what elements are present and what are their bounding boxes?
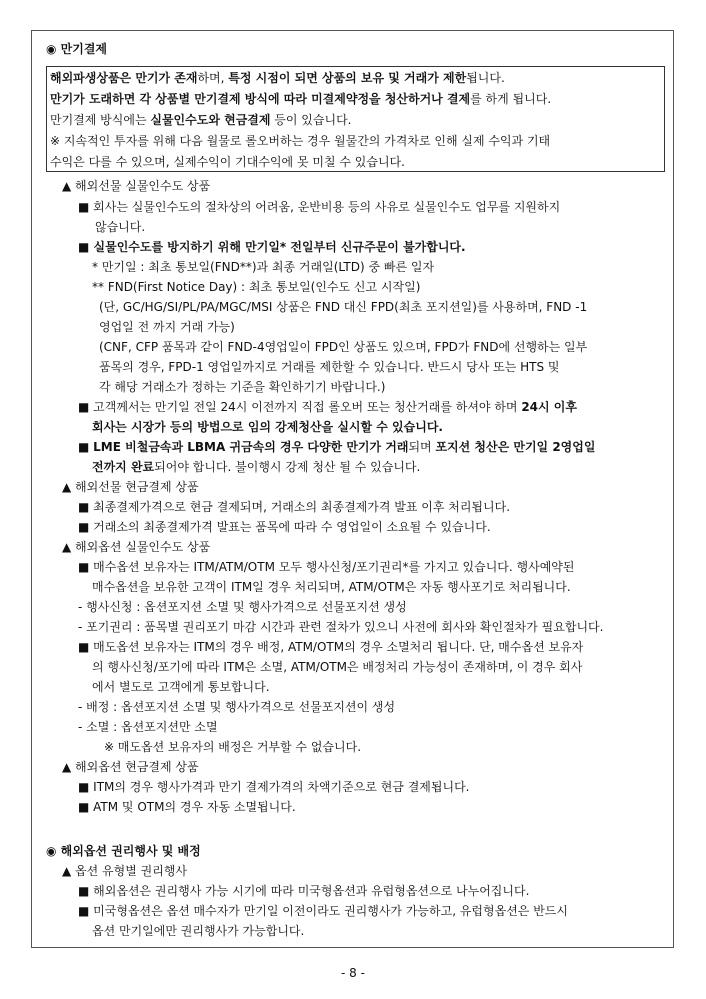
- body-line: [78, 238, 466, 256]
- body-line: [78, 598, 407, 616]
- body-line: [92, 418, 443, 436]
- text-run: ■: [78, 440, 94, 454]
- body-line: [99, 358, 559, 376]
- body-line: [62, 862, 187, 880]
- body-line: [78, 198, 560, 216]
- text-run: ▲ 해외옵션 실물인수도 상품: [62, 540, 211, 554]
- text-run: - 포기권리 : 품목별 권리포기 마감 시간과 관련 절차가 있으니 사전에 회사와 확인절차가 필요합니다.: [78, 620, 604, 634]
- text-run: 않습니다.: [95, 220, 146, 234]
- body-line: [78, 902, 568, 920]
- text-run: 품목의 경우, FPD-1 영업일까지로 거래를 제한할 수 있습니다. 반드시 당사 또는 HTS 및: [99, 360, 560, 374]
- text-run: ▲ 옵션 유형별 권리행사: [62, 864, 188, 878]
- text-run: 되며: [408, 440, 436, 454]
- body-line: [62, 758, 199, 776]
- text-run: LME 비철금속과 LBMA 귀금속의 경우 다양한 만기가 거래: [93, 440, 409, 454]
- text-run: 를 하게 됩니다.: [470, 92, 552, 106]
- text-run: ■ 매수옵션 보유자는 ITM/ATM/OTM 모두 행사신청/포기권리*를 가지고 있습니다. 행사예약된: [78, 560, 575, 574]
- body-line: [92, 922, 304, 940]
- text-run: - 행사신청 : 옵션포지션 소멸 및 행사가격으로 선물포지션 생성: [78, 600, 407, 614]
- body-line: [78, 798, 296, 816]
- text-run: 매수옵션을 보유한 고객이 ITM일 경우 처리되며, ATM/OTM은 자동 행사포기로 처리됩니다.: [92, 580, 571, 594]
- text-run: 됩니다.: [466, 71, 505, 85]
- notice-line: [50, 111, 351, 129]
- body-line: [92, 278, 420, 296]
- text-run: ■ 실물인수도를 방지하기 위해 만기일* 전일부터 신규주문이 불가합니다.: [78, 240, 466, 254]
- body-line: [78, 398, 577, 416]
- page-number: - 8 -: [341, 966, 365, 980]
- text-run: 24시 이후: [521, 400, 577, 414]
- text-run: 옵션 만기일에만 권리행사가 가능합니다.: [92, 924, 305, 938]
- text-run: 만기가 도래하면 각 상품별 만기결제 방식에 따라 미결제약정을 청산하거나 결제: [50, 92, 471, 106]
- body-line: [99, 318, 235, 336]
- text-run: 각 해당 거래소가 정하는 기준을 확인하기기 바랍니다.): [99, 380, 386, 394]
- text-run: - 배정 : 옵션포지션 소멸 및 행사가격으로 선물포지션이 생성: [78, 700, 396, 714]
- body-line: [78, 698, 395, 716]
- text-run: 만기결제 방식에는: [50, 113, 151, 127]
- text-run: (CNF, CFP 품목과 같이 FND-4영업일이 FPD인 상품도 있으며, FPD가 FND에 선행하는 일부: [99, 340, 588, 354]
- body-line: [95, 218, 145, 236]
- text-run: ** FND(First Notice Day) : 최초 통보일(인수도 신고 시작일): [92, 280, 421, 294]
- text-run: 해외파생상품은 만기가 존재: [50, 71, 198, 85]
- text-run: ■ 고객께서는 만기일 전일 24시 이전까지 직접 롤오버 또는 청산거래를 하셔야 하며: [78, 400, 522, 414]
- text-run: ▲ 해외선물 현금결제 상품: [62, 480, 199, 494]
- text-run: 되어야 합니다. 불이행시 강제 청산 될 수 있습니다.: [154, 460, 421, 474]
- body-line: [99, 298, 587, 316]
- text-run: 특정 시점이 되면 상품의 보유 및 거래가 제한: [228, 71, 467, 85]
- text-run: * 만기일 : 최초 통보일(FND**)과 최종 거래일(LTD) 중 빠른 일자: [92, 260, 435, 274]
- body-line: [62, 177, 210, 195]
- body-line: [92, 578, 571, 596]
- text-run: ■ 해외옵션은 권리행사 가능 시기에 따라 미국형옵션과 유럽형옵션으로 나누어집니다.: [78, 884, 530, 898]
- text-run: 포지션 청산은 만기일 2영업일: [435, 440, 596, 454]
- notice-line: [50, 69, 505, 87]
- text-run: ■ 미국형옵션은 옵션 매수자가 만기일 이전이라도 권리행사가 가능하고, 유럽형옵션은 반드시: [78, 904, 568, 918]
- section-title: ◉ 만기결제: [46, 42, 108, 56]
- text-run: 전까지 완료: [92, 460, 155, 474]
- body-line: [78, 882, 529, 900]
- text-run: ■ ATM 및 OTM의 경우 자동 소멸됩니다.: [78, 800, 296, 814]
- text-run: ※ 매도옵션 보유자의 배정은 거부할 수 없습니다.: [104, 740, 362, 754]
- body-line: [92, 258, 434, 276]
- body-line: [92, 458, 420, 476]
- text-run: ▲ 해외옵션 현금결제 상품: [62, 760, 199, 774]
- text-run: - 소멸 : 옵션포지션만 소멸: [78, 720, 218, 734]
- text-run: ■ ITM의 경우 행사가격과 만기 결제가격의 차액기준으로 현금 결제됩니다.: [78, 780, 470, 794]
- text-run: ■ 거래소의 최종결제가격 발표는 품목에 따라 수 영업일이 소요될 수 있습니다.: [78, 520, 491, 534]
- text-run: ※ 지속적인 투자를 위해 다음 월물로 롤오버하는 경우 월물간의 가격차로 인해 실제 수익과 기태: [50, 134, 551, 148]
- notice-line: [50, 153, 405, 171]
- text-run: 에서 별도로 고객에게 통보합니다.: [92, 680, 270, 694]
- text-run: ■ 최종결제가격으로 현금 결제되며, 거래소의 최종결제가격 발표 이후 처리됩니다.: [78, 500, 511, 514]
- notice-line: [50, 132, 550, 150]
- text-run: ■ 매도옵션 보유자는 ITM의 경우 배정, ATM/OTM의 경우 소멸처리 됩니다. 단, 매수옵션 보유자: [78, 640, 584, 654]
- body-line: [78, 718, 218, 736]
- body-line: [92, 678, 270, 696]
- body-line: [92, 658, 582, 676]
- body-line: [99, 338, 587, 356]
- text-run: 회사는 시장가 등의 방법으로 임의 강제청산을 실시할 수 있습니다.: [92, 420, 443, 434]
- body-line: [78, 438, 595, 456]
- body-line: [99, 378, 385, 396]
- text-run: (단, GC/HG/SI/PL/PA/MGC/MSI 상품은 FND 대신 FPD(최초 포지션일)를 사용하며, FND -1: [99, 300, 588, 314]
- body-line: [78, 638, 583, 656]
- text-run: ■ 회사는 실물인수도의 절차상의 어려움, 운반비용 등의 사유로 실물인수도 업무를 지원하지: [78, 200, 561, 214]
- body-line: [104, 738, 361, 756]
- section-title: ◉ 해외옵션 권리행사 및 배정: [46, 844, 201, 858]
- body-line: [78, 778, 469, 796]
- text-run: 등이 있습니다.: [270, 113, 352, 127]
- text-run: 수익은 다를 수 있으며, 실제수익이 기대수익에 못 미칠 수 있습니다.: [50, 155, 405, 169]
- body-line: [78, 618, 603, 636]
- body-line: [78, 498, 510, 516]
- text-run: 영업일 전 까지 거래 가능): [99, 320, 235, 334]
- body-line: [62, 478, 199, 496]
- body-line: [78, 558, 574, 576]
- text-run: 하며,: [197, 71, 229, 85]
- text-run: 실물인수도와 현금결제: [150, 113, 271, 127]
- text-run: 의 행사신청/포기에 따라 ITM은 소멸, ATM/OTM은 배정처리 가능성이 존재하며, 이 경우 회사: [92, 660, 583, 674]
- notice-line: [50, 90, 551, 108]
- body-line: [78, 518, 491, 536]
- body-line: [62, 538, 210, 556]
- text-run: ▲ 해외선물 실물인수도 상품: [62, 179, 211, 193]
